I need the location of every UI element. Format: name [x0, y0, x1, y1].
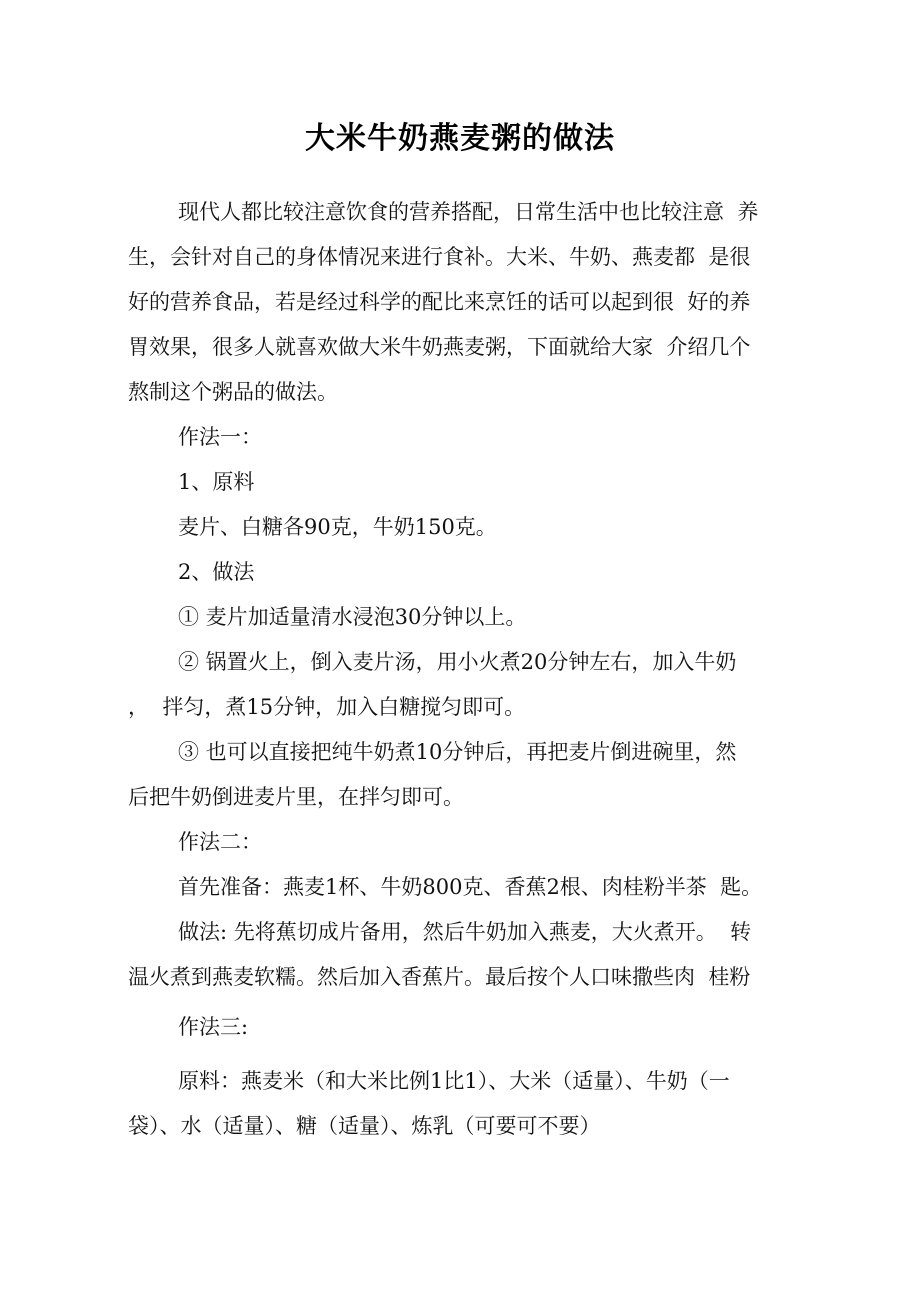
- text-line: 作法二：: [178, 830, 262, 854]
- text-line: 后把牛奶倒进麦片里，在拌匀即可。: [128, 785, 464, 809]
- text-line: ① 麦片加适量清水浸泡30分钟以上。: [178, 605, 527, 629]
- text-line: 做法: 先将蕉切成片备用，然后牛奶加入燕麦，大火煮开。 转: [178, 920, 752, 944]
- document-title: 大米牛奶燕麦粥的做法: [305, 121, 615, 156]
- text-line: ② 锅置火上，倒入麦片汤，用小火煮20分钟左右，加入牛奶: [178, 650, 737, 674]
- text-line: 作法三:: [178, 1015, 249, 1039]
- text-line: 麦片、白糖各90克，牛奶150克。: [178, 515, 497, 539]
- text-line: 2、做法: [178, 560, 255, 584]
- text-line: 首先准备：燕麦1杯、牛奶800克、香蕉2根、肉桂粉半茶 匙。: [178, 875, 763, 899]
- text-line: 1、原料: [178, 470, 255, 494]
- text-line: ③ 也可以直接把纯牛奶煮10分钟后，再把麦片倒进碗里，然: [178, 740, 737, 764]
- text-line: 袋）、水（适量）、糖（适量）、炼乳（可要可不要）: [128, 1114, 601, 1138]
- text-line: 生，会针对自己的身体情况来进行食补。大米、牛奶、燕麦都 是很: [128, 245, 751, 269]
- text-line: 熬制这个粥品的做法。: [128, 380, 338, 404]
- text-line: 现代人都比较注意饮食的营养搭配，日常生活中也比较注意 养: [178, 200, 759, 224]
- text-line: 作法一：: [178, 425, 262, 449]
- text-line: ， 拌匀，煮15分钟，加入白糖搅匀即可。: [128, 695, 526, 719]
- text-line: 胃效果，很多人就喜欢做大米牛奶燕麦粥，下面就给大家 介绍几个: [128, 335, 751, 359]
- text-line: 好的营养食品，若是经过科学的配比来烹饪的话可以起到很 好的养: [128, 290, 751, 314]
- text-line: 温火煮到燕麦软糯。然后加入香蕉片。最后按个人口味撒些肉 桂粉: [128, 965, 751, 989]
- text-line: 原料：燕麦米（和大米比例1比1）、大米（适量）、牛奶（一: [178, 1069, 730, 1093]
